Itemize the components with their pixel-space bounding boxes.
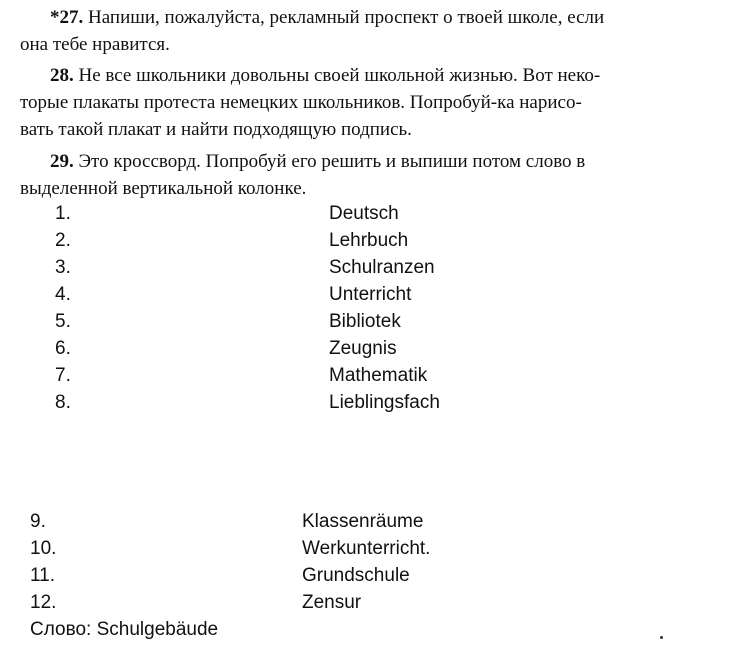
list-item — [30, 562, 590, 589]
crossword-answers-part-2 — [30, 508, 590, 616]
item-word: Zeugnis — [329, 338, 397, 359]
item-word: Lieblingsfach — [329, 392, 440, 413]
task-29-line-1 — [20, 148, 730, 175]
item-index: 8. — [55, 392, 71, 413]
task-text: Не все школьники довольны своей школьной жизнью. Вот неко- — [78, 65, 601, 86]
item-index: 1. — [55, 203, 71, 224]
item-word: Schulranzen — [329, 257, 435, 278]
item-index: 3. — [55, 257, 71, 278]
task-27-line-2: она тебе нравится. — [20, 34, 170, 55]
item-index: 11. — [30, 565, 56, 586]
item-index: 5. — [55, 311, 71, 332]
item-index: 12. — [30, 592, 57, 613]
item-index: 9. — [30, 511, 46, 532]
item-word: Grundschule — [302, 565, 410, 586]
list-item — [30, 589, 590, 616]
item-word: Mathematik — [329, 365, 428, 386]
task-28-line-1 — [20, 62, 730, 89]
item-index: 2. — [55, 230, 71, 251]
task-number: 29. — [50, 151, 74, 172]
item-index: 10. — [30, 538, 57, 559]
list-item — [55, 335, 615, 362]
item-word: Werkunterricht. — [302, 538, 431, 559]
task-number: 28. — [50, 65, 74, 86]
item-word: Lehrbuch — [329, 230, 409, 251]
task-number: *27. — [50, 7, 84, 28]
list-item — [55, 200, 615, 227]
list-item — [30, 535, 590, 562]
task-27 — [20, 4, 730, 58]
list-item — [55, 254, 615, 281]
item-index: 6. — [55, 338, 71, 359]
item-word: Zensur — [302, 592, 362, 613]
item-word: Unterricht — [329, 284, 412, 305]
list-item — [55, 227, 615, 254]
task-27-line-1 — [20, 4, 730, 31]
list-item — [55, 389, 615, 416]
list-item — [55, 308, 615, 335]
list-item — [55, 281, 615, 308]
item-index: 4. — [55, 284, 71, 305]
task-29 — [20, 148, 730, 202]
item-word: Bibliotek — [329, 311, 401, 332]
list-item — [30, 508, 590, 535]
scan-speck — [660, 636, 663, 639]
task-text: Это кроссворд. Попробуй его решить и выпиши потом слово в — [78, 151, 586, 172]
list-item — [55, 362, 615, 389]
task-29-line-2: выделенной вертикальной колонке. — [20, 178, 307, 199]
item-index: 7. — [55, 365, 71, 386]
answer-word: Слово: Schulgebäude — [30, 619, 219, 640]
task-text: Напиши, пожалуйста, рекламный проспект о твоей школе, если — [88, 7, 605, 28]
task-28 — [20, 62, 730, 143]
task-28-line-3: вать такой плакат и найти подходящую подпись. — [20, 119, 412, 140]
task-28-line-2: торые плакаты протеста немецких школьников. Попробуй-ка нарисо- — [20, 92, 582, 113]
item-word: Klassenräume — [302, 511, 424, 532]
item-word: Deutsch — [329, 203, 399, 224]
crossword-answers-part-1 — [55, 200, 615, 416]
